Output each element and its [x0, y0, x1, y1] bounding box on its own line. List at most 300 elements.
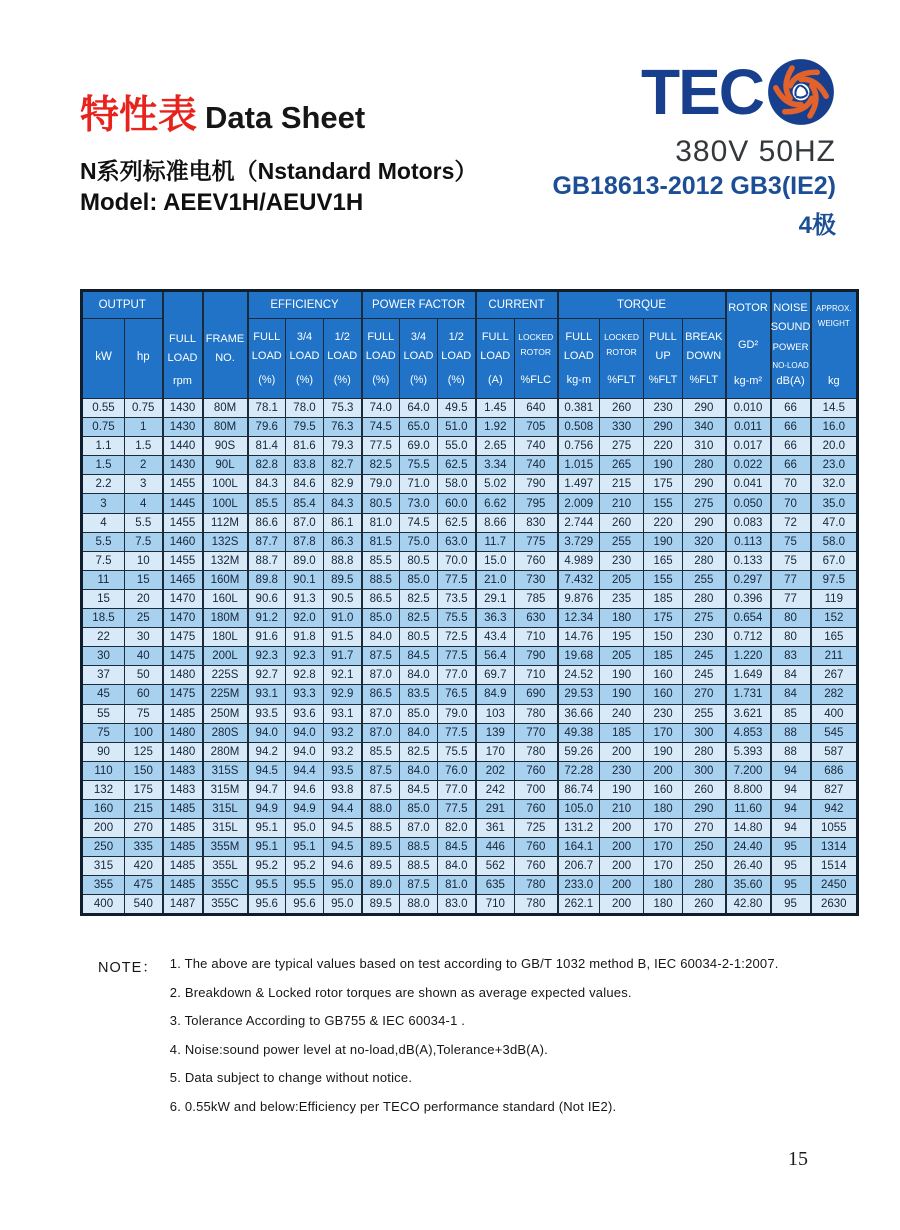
table-cell: 100 [125, 723, 163, 742]
table-cell: 132 [82, 780, 125, 799]
table-cell: 87.7 [248, 532, 286, 551]
table-cell: 86.5 [362, 589, 400, 608]
table-cell: 92.7 [248, 666, 286, 685]
col-header-hp [125, 319, 163, 399]
table-cell: 88.0 [362, 799, 400, 818]
table-cell: 89.5 [362, 857, 400, 876]
motor-data-table [80, 289, 859, 916]
table-cell: 90.1 [286, 570, 324, 589]
table-cell: 93.5 [324, 761, 362, 780]
table-cell: 190 [600, 666, 644, 685]
table-cell: 1485 [163, 857, 203, 876]
table-cell: 94.2 [248, 742, 286, 761]
table-cell: 79.6 [248, 418, 286, 437]
table-cell: 225M [203, 685, 248, 704]
table-cell: 82.9 [324, 475, 362, 494]
table-cell: 22 [82, 628, 125, 647]
table-cell: 75.5 [438, 742, 476, 761]
table-cell: 92.3 [248, 647, 286, 666]
col-header-approx-weight [811, 291, 858, 399]
table-cell: 260 [600, 399, 644, 418]
table-cell: 1445 [163, 494, 203, 513]
table-cell: 88.0 [400, 895, 438, 914]
table-cell: 86.6 [248, 513, 286, 532]
table-cell: 91.6 [248, 628, 286, 647]
table-cell: 475 [125, 876, 163, 895]
table-cell: 1 [125, 418, 163, 437]
table-cell: 66 [771, 437, 811, 456]
table-cell: 80M [203, 418, 248, 437]
table-cell: 255 [683, 704, 726, 723]
table-cell: 63.0 [438, 532, 476, 551]
col-header-eff-full-load: FULL LOAD (%) [248, 319, 286, 399]
table-cell: 1455 [163, 475, 203, 494]
table-cell: 230 [600, 761, 644, 780]
table-cell: 94 [771, 761, 811, 780]
col-group-power-factor: POWER FACTOR [362, 291, 476, 319]
table-cell: 20.0 [811, 437, 858, 456]
table-cell: 7.432 [558, 570, 600, 589]
table-cell: 85.5 [362, 742, 400, 761]
table-cell: 82.0 [438, 819, 476, 838]
table-cell: 70 [771, 475, 811, 494]
table-cell: 170 [644, 857, 683, 876]
table-cell: 84.3 [324, 494, 362, 513]
table-cell: 94.7 [248, 780, 286, 799]
table-cell: 2630 [811, 895, 858, 914]
table-cell: 260 [683, 780, 726, 799]
table-cell: 1430 [163, 399, 203, 418]
table-cell: 200 [82, 819, 125, 838]
table-cell: 150 [644, 628, 683, 647]
table-cell: 7.200 [726, 761, 771, 780]
table-cell: 705 [515, 418, 558, 437]
frame-no-label: NO. [215, 352, 235, 364]
table-cell: 90S [203, 437, 248, 456]
page-title [80, 84, 477, 140]
table-cell: 190 [644, 532, 683, 551]
table-cell: 66 [771, 399, 811, 418]
table-cell: 87.0 [400, 819, 438, 838]
table-cell: 81.0 [362, 513, 400, 532]
table-cell: 82.5 [400, 742, 438, 761]
table-cell: 110 [82, 761, 125, 780]
table-cell: 150 [125, 761, 163, 780]
table-cell: 35.60 [726, 876, 771, 895]
table-cell: 72.28 [558, 761, 600, 780]
table-cell: 60 [125, 685, 163, 704]
table-cell: 200 [600, 819, 644, 838]
table-cell: 64.0 [400, 399, 438, 418]
table-cell: 74.0 [362, 399, 400, 418]
col-header-torque-locked-rotor: LOCKED ROTOR %FLT [600, 319, 644, 399]
table-cell: 12.34 [558, 609, 600, 628]
table-cell: 55 [82, 704, 125, 723]
table-cell: 355 [82, 876, 125, 895]
table-cell: 315M [203, 780, 248, 799]
table-row [82, 532, 858, 551]
table-cell: 119 [811, 589, 858, 608]
table-cell: 200L [203, 647, 248, 666]
table-cell: 95.5 [286, 876, 324, 895]
table-row [82, 857, 858, 876]
table-cell: 5.393 [726, 742, 771, 761]
table-row [82, 513, 858, 532]
table-cell: 85.4 [286, 494, 324, 513]
table-cell: 15 [82, 589, 125, 608]
table-cell: 26.40 [726, 857, 771, 876]
table-cell: 95.6 [286, 895, 324, 914]
table-cell: 0.654 [726, 609, 771, 628]
teco-swirl-o-icon [766, 57, 836, 127]
table-cell: 1514 [811, 857, 858, 876]
table-cell: 95 [771, 895, 811, 914]
table-row [82, 609, 858, 628]
table-cell: 2.65 [476, 437, 515, 456]
table-cell: 93.2 [324, 723, 362, 742]
table-cell: 250 [683, 838, 726, 857]
table-cell: 260 [683, 895, 726, 914]
table-cell: 73.0 [400, 494, 438, 513]
table-row [82, 780, 858, 799]
table-cell: 235 [600, 589, 644, 608]
table-cell: 91.3 [286, 589, 324, 608]
table-cell: 85.0 [362, 609, 400, 628]
table-cell: 0.011 [726, 418, 771, 437]
table-cell: 25 [125, 609, 163, 628]
table-cell: 270 [683, 685, 726, 704]
note-item: 2. Breakdown & Locked rotor torques are shown as average expected values. [169, 984, 632, 1000]
table-cell: 315L [203, 819, 248, 838]
table-cell: 84.0 [400, 761, 438, 780]
table-row [82, 761, 858, 780]
table-cell: 93.1 [324, 704, 362, 723]
col-header-torque-pull-up: PULL UP %FLT [644, 319, 683, 399]
table-cell: 69.0 [400, 437, 438, 456]
table-cell: 87.0 [362, 666, 400, 685]
table-cell: 87.5 [362, 780, 400, 799]
frame-label: FRAME [205, 333, 245, 345]
table-cell: 94.0 [286, 742, 324, 761]
table-cell: 74.5 [400, 513, 438, 532]
rotor-label: ROTOR [728, 302, 768, 314]
table-cell: 215 [125, 799, 163, 818]
table-cell: 132M [203, 551, 248, 570]
table-cell: 355L [203, 857, 248, 876]
table-cell: 69.7 [476, 666, 515, 685]
table-cell: 1.649 [726, 666, 771, 685]
table-cell: 205 [600, 570, 644, 589]
table-cell: 200 [644, 761, 683, 780]
col-group-current: CURRENT [476, 291, 558, 319]
table-cell: 84.5 [400, 647, 438, 666]
table-cell: 62.5 [438, 456, 476, 475]
table-cell: 170 [476, 742, 515, 761]
col-header-frame-no [203, 291, 248, 399]
table-cell: 77.5 [438, 647, 476, 666]
table-cell: 95 [771, 876, 811, 895]
table-cell: 0.75 [125, 399, 163, 418]
table-cell: 95.0 [286, 819, 324, 838]
table-cell: 14.76 [558, 628, 600, 647]
table-cell: 220 [644, 513, 683, 532]
table-cell: 21.0 [476, 570, 515, 589]
table-cell: 1.015 [558, 456, 600, 475]
table-cell: 686 [811, 761, 858, 780]
table-cell: 95.2 [286, 857, 324, 876]
table-cell: 1.731 [726, 685, 771, 704]
table-cell: 36.66 [558, 704, 600, 723]
table-cell: 1485 [163, 799, 203, 818]
table-cell: 93.8 [324, 780, 362, 799]
table-cell: 795 [515, 494, 558, 513]
table-cell: 827 [811, 780, 858, 799]
table-cell: 84.0 [400, 723, 438, 742]
table-cell: 86.5 [362, 685, 400, 704]
table-cell: 785 [515, 589, 558, 608]
table-cell: 190 [600, 685, 644, 704]
table-cell: 160 [644, 685, 683, 704]
table-cell: 700 [515, 780, 558, 799]
table-cell: 82.5 [400, 609, 438, 628]
table-cell: 73.5 [438, 589, 476, 608]
table-cell: 80 [771, 609, 811, 628]
table-cell: 1314 [811, 838, 858, 857]
table-cell: 84.5 [400, 780, 438, 799]
table-cell: 164.1 [558, 838, 600, 857]
table-cell: 76.0 [438, 761, 476, 780]
no-load-label: NO-LOAD [772, 360, 809, 370]
table-cell: 587 [811, 742, 858, 761]
table-cell: 94.5 [248, 761, 286, 780]
table-cell: 95.0 [324, 895, 362, 914]
table-cell: 240 [600, 704, 644, 723]
table-cell: 710 [476, 895, 515, 914]
table-cell: 47.0 [811, 513, 858, 532]
table-cell: 50 [125, 666, 163, 685]
brand-block [553, 56, 836, 240]
table-cell: 180 [644, 799, 683, 818]
table-cell: 760 [515, 857, 558, 876]
table-cell: 250 [683, 857, 726, 876]
table-cell: 355M [203, 838, 248, 857]
table-cell: 90L [203, 456, 248, 475]
table-cell: 315 [82, 857, 125, 876]
table-cell: 0.083 [726, 513, 771, 532]
table-cell: 211 [811, 647, 858, 666]
table-cell: 91.8 [286, 628, 324, 647]
table-cell: 79.0 [362, 475, 400, 494]
table-cell: 180 [644, 895, 683, 914]
col-header-rotor-gd2 [726, 291, 771, 399]
table-cell: 84.5 [438, 838, 476, 857]
table-cell: 790 [515, 647, 558, 666]
table-cell: 49.38 [558, 723, 600, 742]
table-cell: 90 [82, 742, 125, 761]
table-row [82, 895, 858, 914]
table-cell: 23.0 [811, 456, 858, 475]
table-cell: 3.729 [558, 532, 600, 551]
table-cell: 0.508 [558, 418, 600, 437]
table-cell: 262.1 [558, 895, 600, 914]
table-cell: 74.5 [362, 418, 400, 437]
table-cell: 92.3 [286, 647, 324, 666]
table-cell: 160M [203, 570, 248, 589]
table-cell: 635 [476, 876, 515, 895]
table-cell: 0.041 [726, 475, 771, 494]
table-cell: 545 [811, 723, 858, 742]
table-cell: 93.5 [248, 704, 286, 723]
table-cell: 14.80 [726, 819, 771, 838]
table-cell: 56.4 [476, 647, 515, 666]
teco-logo-text: TEC [641, 56, 763, 128]
table-cell: 91.2 [248, 609, 286, 628]
table-cell: 1485 [163, 876, 203, 895]
col-header-eff-34-load: 3/4 LOAD (%) [286, 319, 324, 399]
table-row [82, 570, 858, 589]
table-cell: 760 [515, 838, 558, 857]
table-cell: 77.5 [362, 437, 400, 456]
table-cell: 11 [82, 570, 125, 589]
note-item: 1. The above are typical values based on test according to GB/T 1032 method B, IEC 60034-2-1:2007. [169, 956, 779, 971]
table-cell: 4 [125, 494, 163, 513]
table-cell: 94.0 [286, 723, 324, 742]
table-cell: 275 [683, 494, 726, 513]
note-item: 5. Data subject to change without notice. [169, 1070, 413, 1085]
table-cell: 58.0 [438, 475, 476, 494]
note-label: NOTE： [98, 960, 158, 976]
table-cell: 77.5 [438, 570, 476, 589]
table-cell: 89.5 [324, 570, 362, 589]
table-cell: 91.0 [324, 609, 362, 628]
table-cell: 942 [811, 799, 858, 818]
table-cell: 78.0 [286, 399, 324, 418]
table-cell: 1470 [163, 609, 203, 628]
table-cell: 88.5 [362, 570, 400, 589]
table-cell: 93.1 [248, 685, 286, 704]
table-cell: 7.5 [82, 551, 125, 570]
table-cell: 710 [515, 666, 558, 685]
table-row [82, 647, 858, 666]
table-cell: 92.9 [324, 685, 362, 704]
table-cell: 83.8 [286, 456, 324, 475]
table-cell: 42.80 [726, 895, 771, 914]
table-cell: 125 [125, 742, 163, 761]
voltage-frequency: 380V 50HZ [675, 135, 836, 168]
table-cell: 1485 [163, 819, 203, 838]
table-cell: 160L [203, 589, 248, 608]
table-cell: 2.009 [558, 494, 600, 513]
full-label: FULL [169, 333, 196, 345]
table-cell: 1465 [163, 570, 203, 589]
table-cell: 80.5 [400, 628, 438, 647]
title-english: Data Sheet [205, 100, 366, 135]
table-cell: 24.40 [726, 838, 771, 857]
table-cell: 160 [644, 780, 683, 799]
table-cell: 170 [644, 819, 683, 838]
table-cell: 95.5 [248, 876, 286, 895]
table-cell: 267 [811, 666, 858, 685]
pole-count: 4极 [798, 212, 836, 239]
table-cell: 1430 [163, 456, 203, 475]
table-cell: 6.62 [476, 494, 515, 513]
table-cell: 0.133 [726, 551, 771, 570]
table-row [82, 685, 858, 704]
table-cell: 190 [644, 456, 683, 475]
table-cell: 2450 [811, 876, 858, 895]
model-line: Model: AEEV1H/AEUV1H [80, 189, 364, 216]
table-cell: 0.396 [726, 589, 771, 608]
table-cell: 310 [683, 437, 726, 456]
table-cell: 88 [771, 723, 811, 742]
col-header-kw [82, 319, 125, 399]
table-cell: 49.5 [438, 399, 476, 418]
table-cell: 84 [771, 666, 811, 685]
table-cell: 5.02 [476, 475, 515, 494]
table-cell: 75 [125, 704, 163, 723]
hp-label: hp [136, 351, 150, 363]
table-cell: 97.5 [811, 570, 858, 589]
table-cell: 200 [600, 895, 644, 914]
table-cell: 155 [644, 494, 683, 513]
table-cell: 300 [683, 723, 726, 742]
table-cell: 82.8 [248, 456, 286, 475]
table-cell: 275 [600, 437, 644, 456]
table-cell: 790 [515, 475, 558, 494]
table-cell: 0.756 [558, 437, 600, 456]
table-row [82, 799, 858, 818]
table-cell: 90.6 [248, 589, 286, 608]
table-row [82, 399, 858, 418]
col-header-noise [771, 291, 811, 399]
table-cell: 67.0 [811, 551, 858, 570]
table-cell: 175 [125, 780, 163, 799]
table-cell: 87.0 [362, 723, 400, 742]
table-cell: 185 [644, 589, 683, 608]
note-lines [170, 956, 779, 1127]
table-cell: 32.0 [811, 475, 858, 494]
table-cell: 131.2 [558, 819, 600, 838]
table-cell: 9.876 [558, 589, 600, 608]
table-cell: 5.5 [82, 532, 125, 551]
table-cell: 0.113 [726, 532, 771, 551]
table-cell: 66 [771, 418, 811, 437]
table-cell: 62.5 [438, 513, 476, 532]
table-cell: 780 [515, 742, 558, 761]
table-cell: 85.0 [400, 704, 438, 723]
table-cell: 100L [203, 475, 248, 494]
table-cell: 180L [203, 628, 248, 647]
table-cell: 0.381 [558, 399, 600, 418]
table-cell: 30 [82, 647, 125, 666]
table-cell: 77 [771, 570, 811, 589]
table-cell: 330 [600, 418, 644, 437]
table-cell: 630 [515, 609, 558, 628]
col-header-current-locked-rotor: LOCKED ROTOR %FLC [515, 319, 558, 399]
table-cell: 94 [771, 780, 811, 799]
note-item: 6. 0.55kW and below:Efficiency per TECO performance standard (Not IE2). [169, 1098, 617, 1114]
table-cell: 88.8 [324, 551, 362, 570]
table-cell: 94.6 [324, 857, 362, 876]
table-cell: 200 [600, 857, 644, 876]
col-header-full-load-rpm [163, 291, 203, 399]
table-cell: 84.3 [248, 475, 286, 494]
table-cell: 175 [644, 475, 683, 494]
table-cell: 95.0 [324, 876, 362, 895]
table-cell: 89.5 [362, 895, 400, 914]
table-row [82, 838, 858, 857]
table-cell: 775 [515, 532, 558, 551]
